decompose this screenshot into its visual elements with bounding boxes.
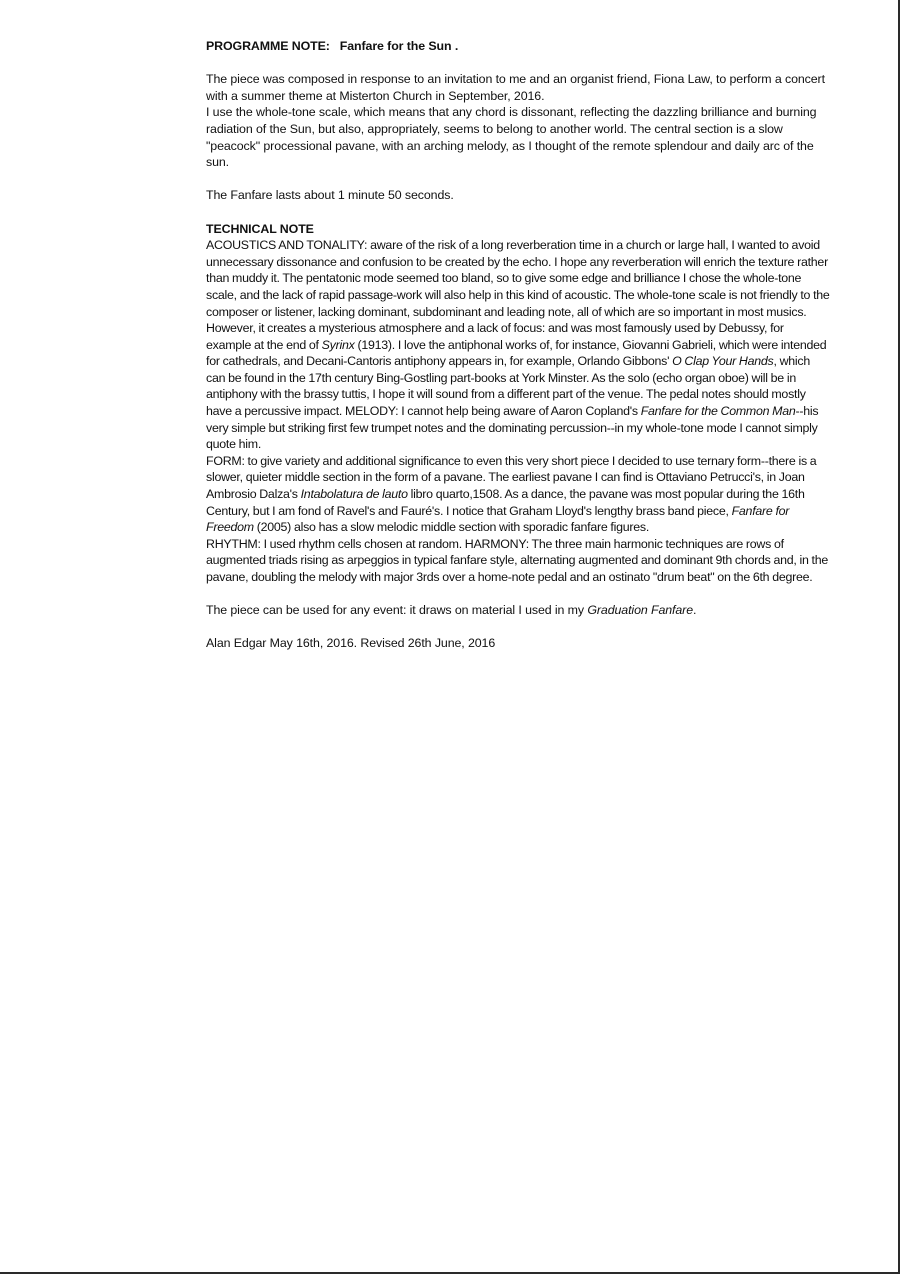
acoustics-paragraph [206,237,830,453]
intro-paragraph-1: The piece was composed in response to an invitation to me and an organist friend, Fiona Law, to perform a concert with a summer theme at Misterton Church in September, 2016. [206,72,825,103]
work-title-fanfare-for-freedom: Fanfare for Freedom [206,503,790,535]
form-text-3: (2005) also has a slow melodic middle section with sporadic fanfare figures. [253,520,650,535]
acoustics-text-4: --his very simple but striking first few trumpet notes and the dominating percussion--in my whole-tone mode I cannot simply quote him. [206,404,819,452]
spacer [206,204,830,221]
duration-paragraph: The Fanfare lasts about 1 minute 50 seconds. [206,188,454,203]
signature-line: Alan Edgar May 16th, 2016. Revised 26th June, 2016 [206,636,496,651]
title-label: PROGRAMME NOTE: [206,39,330,53]
work-title-clap-your-hands: O Clap Your Hands [672,354,774,369]
spacer [206,171,830,188]
acoustics-text-1: ACOUSTICS AND TONALITY: aware of the risk of a long reverberation time in a church or large hall, I wanted to avoid unnecessary dissonance and confusion to be created by the echo. I hope any reverberation will enrich the texture rather than muddy it. The pentatonic mode seemed too bland, so to give some edge and brilliance I chose the whole-tone scale, and the lack of rapid passage-work will also help in this kind of acoustic. The whole-tone scale is not friendly to the composer or listener, lacking dominant, subdominant and leading note, all of which are so important in most musics. However, it creates a mysterious atmosphere and a lack of focus: and was most famously used by Debussy, for example at the end of [206,238,830,352]
usage-text-2: . [693,603,697,618]
work-title-intabolatura: Intabolatura de lauto [300,487,408,502]
spacer [206,586,830,603]
acoustics-text-2: (1913). I love the antiphonal works of, for instance, Giovanni Gabrieli, which were intended for cathedrals, and Decani-Cantoris antiphony appears in, for example, Orlando Gibbons' [206,337,827,369]
work-title-syrinx: Syrinx [321,337,355,352]
technical-note-heading: TECHNICAL NOTE [206,221,314,236]
usage-text-1: The piece can be used for any event: it draws on material I used in my [206,603,588,618]
rhythm-harmony-paragraph: RHYTHM: I used rhythm cells chosen at random. HARMONY: The three main harmonic techniques are rows of augmented triads rising as arpeggios in typical fanfare style, alternating augmented and dominant 9th chords and, in the pavane, doubling the melody with major 3rds over a home-note pedal and an ostinato "drum beat" on the 6th degree. [206,536,829,584]
usage-paragraph [206,602,830,619]
form-paragraph [206,453,830,536]
title-suffix: . [451,39,459,53]
spacer [206,619,830,636]
acoustics-text-3: , which can be found in the 17th century Bing-Gostling part-books at York Minster. As the solo (echo organ oboe) will be in antiphony with the brassy tuttis, I hope it will sound from a different part of the venue. The pedal notes should mostly have a percussive impact. MELODY: I cannot help being aware of Aaron Copland's [206,354,810,419]
work-title-common-man: Fanfare for the Common Man [640,404,796,419]
form-text-2: libro quarto,1508. As a dance, the pavane was most popular during the 16th Century, but I am fond of Ravel's and Fauré's. I notice that Graham Lloyd's lengthy brass band piece, [206,487,805,518]
intro-paragraph-2: I use the whole-tone scale, which means that any chord is dissonant, reflecting the dazzling brilliance and burning radiation of the Sun, but also, appropriately, seems to belong to another world. The central section is a slow "peacock" processional pavane, with an arching melody, as I thought of the remote splendour and daily arc of the sun. [206,105,817,170]
title-piece: Fanfare for the Sun [339,39,452,53]
programme-note-title [206,38,830,55]
spacer [206,55,830,72]
document-body [206,38,830,652]
work-title-graduation-fanfare: Graduation Fanfare [587,603,693,618]
form-text-1: FORM: to give variety and additional significance to even this very short piece I decided to use ternary form--there is a slower, quieter middle section in the form of a pavane. The earliest pavane I can find is Ottaviano Petrucci's, in Joan Ambrosio Dalza's [206,453,817,502]
